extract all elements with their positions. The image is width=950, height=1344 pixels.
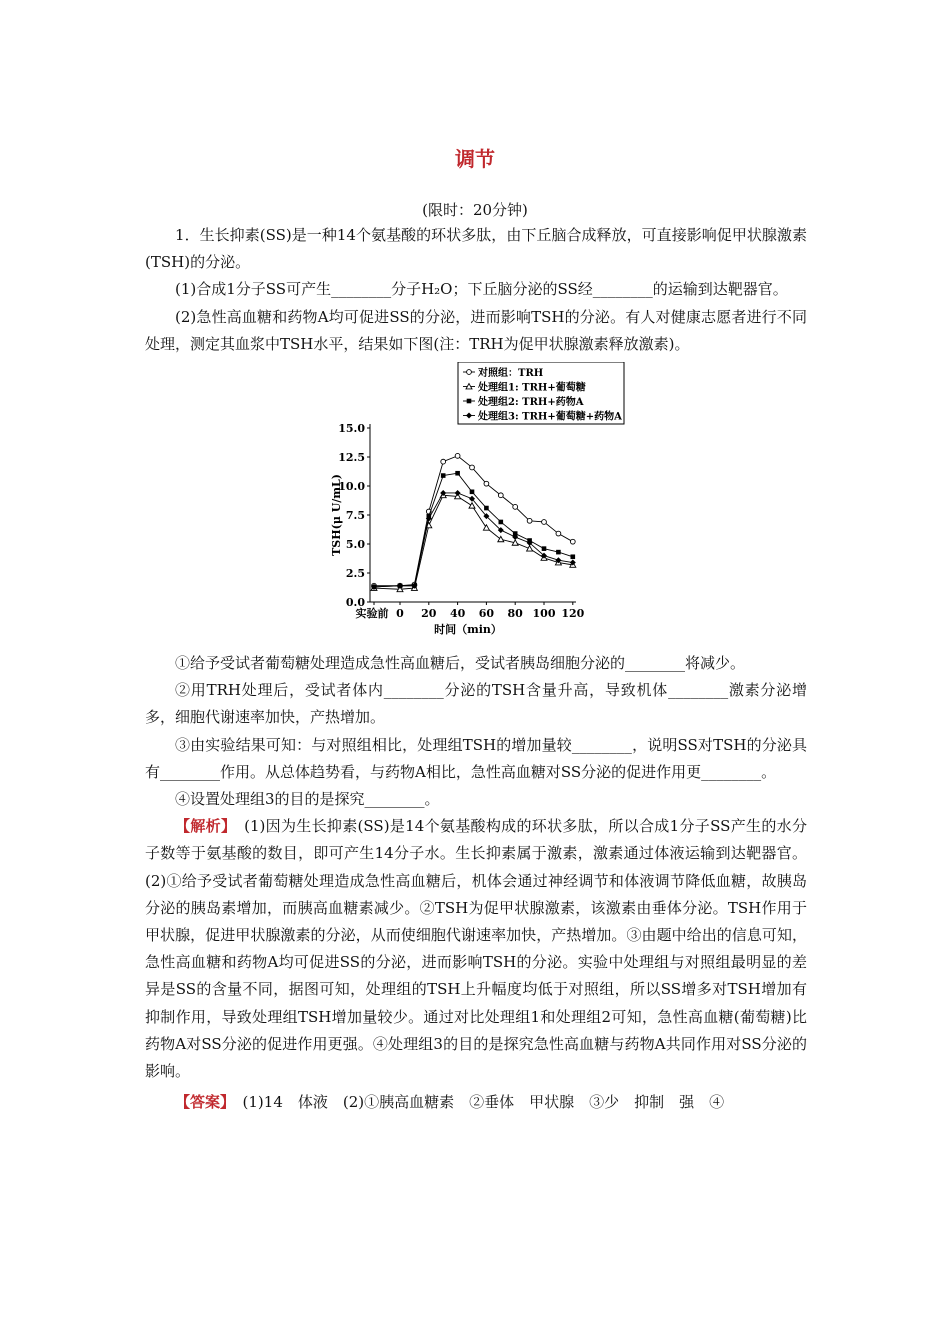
legend-label: 处理组1: TRH+葡萄糖	[478, 382, 586, 394]
y-tick-label: 5.0	[345, 538, 365, 552]
question-intro: 1．生长抑素(SS)是一种14个氨基酸的环状多肽，由下丘脑合成释放，可直接影响促甲状腺激素(TSH)的分泌。	[145, 226, 807, 272]
data-point	[483, 525, 489, 530]
analysis-tag: 【解析】	[175, 817, 229, 836]
data-point	[556, 550, 561, 555]
legend-label: 处理组2: TRH+药物A	[478, 397, 584, 409]
data-point	[469, 503, 475, 508]
question-part-2: (2)急性高血糖和药物A均可促进SS的分泌，进而影响TSH的分泌。有人对健康志愿者进行不同处理，测定其血浆中TSH水平，结果如下图(注：TRH为促甲状腺激素释放激素)。	[145, 307, 807, 353]
chart-container	[145, 362, 807, 650]
data-point	[484, 481, 489, 486]
data-point	[441, 473, 446, 478]
data-point	[455, 471, 460, 476]
x-axis-label: 时间（min）	[434, 623, 502, 637]
page-title: 调节	[455, 147, 495, 171]
data-point	[570, 539, 575, 544]
data-point	[455, 453, 460, 458]
data-point	[527, 546, 533, 551]
x-tick-label: 120	[561, 607, 585, 621]
y-tick-label: 12.5	[338, 451, 365, 465]
data-point	[467, 370, 472, 375]
x-tick-label: 60	[478, 607, 495, 621]
tsh-line-chart	[328, 362, 628, 647]
series-1	[372, 453, 576, 588]
question-content	[145, 222, 807, 1116]
sub-question-3: ③由实验结果可知：与对照组相比，处理组TSH的增加量较________，说明SS对TSH的分泌具有________作用。从总体趋势看，与药物A相比，急性高血糖对SS分泌的促进作用更________。	[145, 735, 807, 781]
time-limit: (限时：20分钟)	[422, 201, 528, 219]
data-point	[571, 554, 576, 559]
data-point	[455, 490, 461, 496]
answer-text: (1)14 体液 (2)①胰高血糖素 ②垂体 甲状腺 ③少 抑制 强 ④	[242, 1093, 725, 1112]
y-tick-label: 15.0	[338, 422, 365, 436]
data-point	[542, 546, 547, 551]
data-point	[484, 506, 489, 511]
legend-label: 处理组3: TRH+葡萄糖+药物A	[478, 411, 622, 423]
analysis-paragraph	[145, 813, 807, 1085]
x-tick-label: 20	[421, 607, 437, 621]
legend-label: 对照组：TRH	[478, 368, 544, 380]
x-tick-label: 0	[396, 607, 404, 621]
series-2	[371, 492, 576, 591]
analysis-text: (1)因为生长抑素(SS)是14个氨基酸构成的环状多肽，所以合成1分子SS产生的水分子数等于氨基酸的数目，即可产生14分子水。生长抑素属于激素，激素通过体液运输到达靶器官。(2)①给予受试者葡萄糖处理造成急性高血糖后，机体会通过神经调节和体液调节降低血糖，故胰岛分泌的胰岛素增加，而胰高血糖素减少。②TSH为促甲状腺激素，该激素由垂体分泌。TSH作用于甲状腺，促进甲状腺激素的分泌，从而使细胞代谢速率加快，产热增加。③由题中给出的信息可知，急性高血糖和药物A均可促进SS的分泌，进而影响TSH的分泌。实验中处理组与对照组最明显的差异是SS的含量不同，据图可知，处理组的TSH上升幅度均低于对照组，所以SS增多对TSH增加有抑制作用，导致处理组TSH增加量较少。通过对比处理组1和处理组2可知，急性高血糖(葡萄糖)比药物A对SS分泌的促进作用更强。④处理组3的目的是探究急性高血糖与药物A共同作用对SS分泌的影响。	[145, 817, 807, 1081]
answer-paragraph	[145, 1089, 807, 1116]
x-tick-label: 100	[532, 607, 556, 621]
data-point	[470, 490, 475, 495]
y-axis-label: TSH(μ U/mL)	[330, 474, 343, 556]
data-point	[499, 520, 504, 525]
data-point	[527, 518, 532, 523]
sub-question-4: ④设置处理组3的目的是探究________。	[175, 790, 440, 809]
series-line	[374, 495, 573, 589]
y-tick-label: 7.5	[345, 509, 365, 523]
y-tick-label: 2.5	[345, 567, 365, 581]
data-point	[542, 520, 547, 525]
answer-tag: 【答案】	[175, 1093, 228, 1112]
x-tick-label: 40	[449, 607, 466, 621]
data-point	[498, 493, 503, 498]
data-point	[467, 399, 472, 404]
y-tick-label: 10.0	[338, 480, 365, 494]
series-3	[372, 471, 575, 589]
question-part-1: (1)合成1分子SS可产生________分子H₂O；下丘脑分泌的SS经________的运输到达靶器官。	[175, 280, 788, 299]
data-point	[441, 459, 446, 464]
x-tick-label: 实验前	[355, 607, 389, 621]
data-point	[556, 531, 561, 536]
y-tick-label: 0.0	[345, 596, 365, 610]
data-point	[470, 465, 475, 470]
x-tick-label: 80	[507, 607, 523, 621]
data-point	[513, 504, 518, 509]
sub-question-2: ②用TRH处理后，受试者体内________分泌的TSH含量升高，导致机体________激素分泌增多，细胞代谢速率加快，产热增加。	[145, 681, 807, 727]
sub-question-1: ①给予受试者葡萄糖处理造成急性高血糖后，受试者胰岛细胞分泌的________将减少。	[175, 654, 746, 673]
